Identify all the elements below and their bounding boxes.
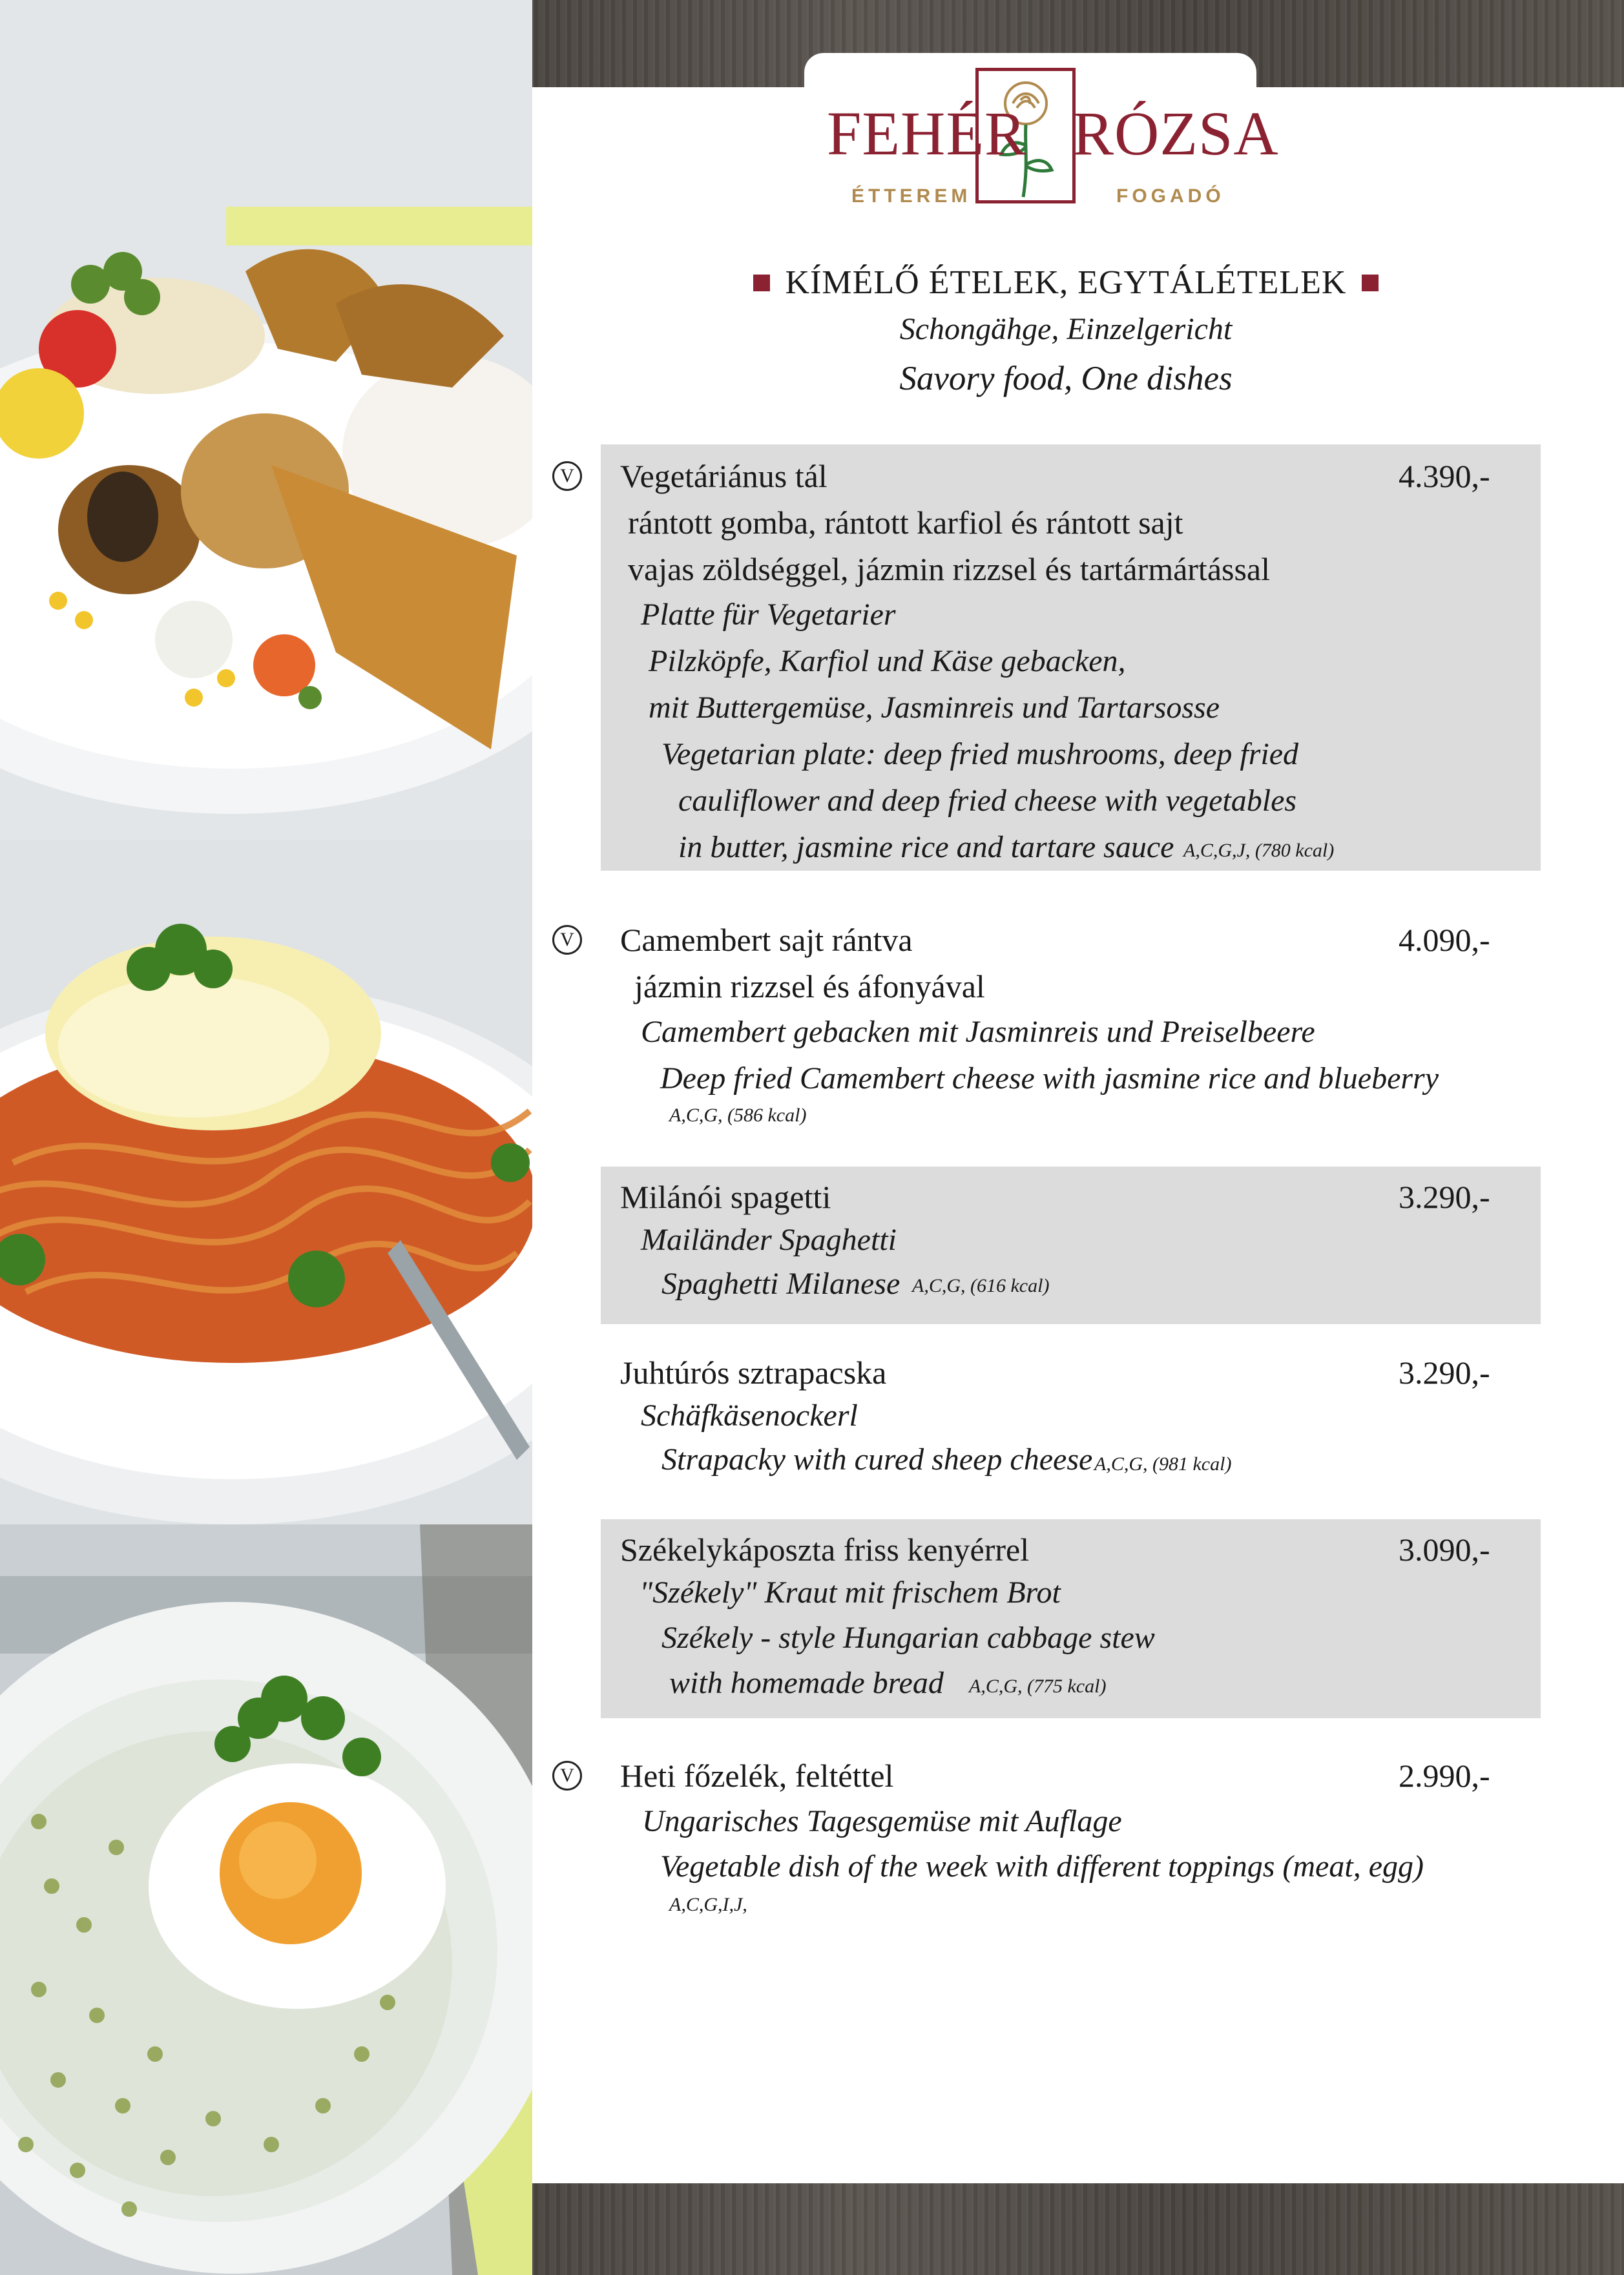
menu-item-name: Heti főzelék, feltéttel (620, 1758, 894, 1794)
menu-item-allergens: A,C,G, (775 kcal) (969, 1676, 1107, 1697)
menu-item-allergens: A,C,G, (616 kcal) (912, 1275, 1050, 1296)
logo-subtitle-left: ÉTTEREM (851, 185, 972, 207)
menu-item-description: jázmin rizzsel és áfonyával (634, 968, 985, 1004)
section-subtitle-de: Schongähge, Einzelgericht (899, 312, 1233, 346)
logo-word-right: RÓZSA (1072, 99, 1279, 168)
menu-item-description-en: Vegetable dish of the week with different toppings (meat, egg) (660, 1849, 1424, 1884)
menu-item-price: 3.090,- (1399, 1532, 1490, 1568)
vegetarian-icon: V (552, 1761, 582, 1791)
menu-item-description: vajas zöldséggel, jázmin rizzsel és tartármártással (628, 551, 1271, 587)
menu-item-description-de: Pilzköpfe, Karfiol und Käse gebacken, (649, 644, 1126, 678)
logo-word-left: FEHÉR (827, 99, 1027, 168)
restaurant-logo (820, 61, 1279, 216)
menu-item-description-de: Mailänder Spaghetti (641, 1223, 897, 1257)
menu-item-description-de: Camembert gebacken mit Jasminreis und Preiselbeere (641, 1015, 1315, 1049)
menu-item-description-en: Strapacky with cured sheep cheese (661, 1442, 1093, 1477)
menu-item-name: Juhtúrós sztrapacska (620, 1355, 887, 1391)
menu-item-description-de: mit Buttergemüse, Jasminreis und Tartarsosse (649, 691, 1220, 725)
menu-item-allergens: A,C,G, (586 kcal) (669, 1105, 807, 1126)
vegetarian-plate-photo (0, 0, 532, 840)
menu-item-price: 3.290,- (1399, 1179, 1490, 1215)
menu-item-name: Camembert sajt rántva (620, 922, 913, 958)
square-bullet-icon (753, 275, 770, 291)
logo-subtitle-right: FOGADÓ (1116, 185, 1225, 207)
menu-item-description-en: Deep fried Camembert cheese with jasmine rice and blueberry (660, 1061, 1439, 1096)
menu-item-description-en: cauliflower and deep fried cheese with vegetables (678, 784, 1297, 818)
menu-item-description-de: Ungarisches Tagesgemüse mit Auflage (642, 1804, 1122, 1838)
section-title-text: KÍMÉLŐ ÉTELEK, EGYTÁLÉTELEK (785, 264, 1347, 301)
menu-item-description-de: Platte für Vegetarier (641, 597, 896, 632)
square-bullet-icon (1362, 275, 1379, 291)
menu-item-description-en: with homemade bread (669, 1666, 944, 1700)
wood-border-bottom (532, 2183, 1624, 2275)
spaghetti-photo (0, 840, 532, 1524)
menu-item-description-de: "Székely" Kraut mit frischem Brot (640, 1575, 1061, 1610)
menu-item-price: 3.290,- (1399, 1355, 1490, 1391)
vegetable-stew-photo (0, 1524, 532, 2275)
menu-item-allergens: A,C,G, (981 kcal) (1094, 1453, 1232, 1475)
menu-item-name: Székelykáposzta friss kenyérrel (620, 1532, 1030, 1568)
menu-item-description-en: in butter, jasmine rice and tartare sauce (678, 830, 1174, 864)
menu-item-description: rántott gomba, rántott karfiol és rántott sajt (628, 504, 1183, 541)
menu-item-name: Vegetáriánus tál (620, 458, 828, 494)
food-photo-column (0, 0, 532, 2275)
menu-item-description-en: Spaghetti Milanese (661, 1267, 900, 1301)
menu-item-description-en: Vegetarian plate: deep fried mushrooms, deep fried (661, 737, 1299, 771)
section-title (711, 264, 1421, 302)
menu-item-price: 4.090,- (1399, 922, 1490, 958)
menu-item-price: 4.390,- (1399, 458, 1490, 494)
section-subtitle-en: Savory food, One dishes (899, 360, 1233, 397)
menu-item-allergens: A,C,G,I,J, (669, 1894, 747, 1915)
vegetarian-icon: V (552, 925, 582, 955)
menu-item-price: 2.990,- (1399, 1758, 1490, 1794)
vegetarian-icon: V (552, 461, 582, 491)
menu-item-allergens: A,C,G,J, (780 kcal) (1183, 840, 1335, 861)
menu-item-name: Milánói spagetti (620, 1179, 831, 1215)
menu-item-description-en: Székely - style Hungarian cabbage stew (661, 1621, 1155, 1655)
menu-item-description-de: Schäfkäsenockerl (641, 1398, 858, 1433)
